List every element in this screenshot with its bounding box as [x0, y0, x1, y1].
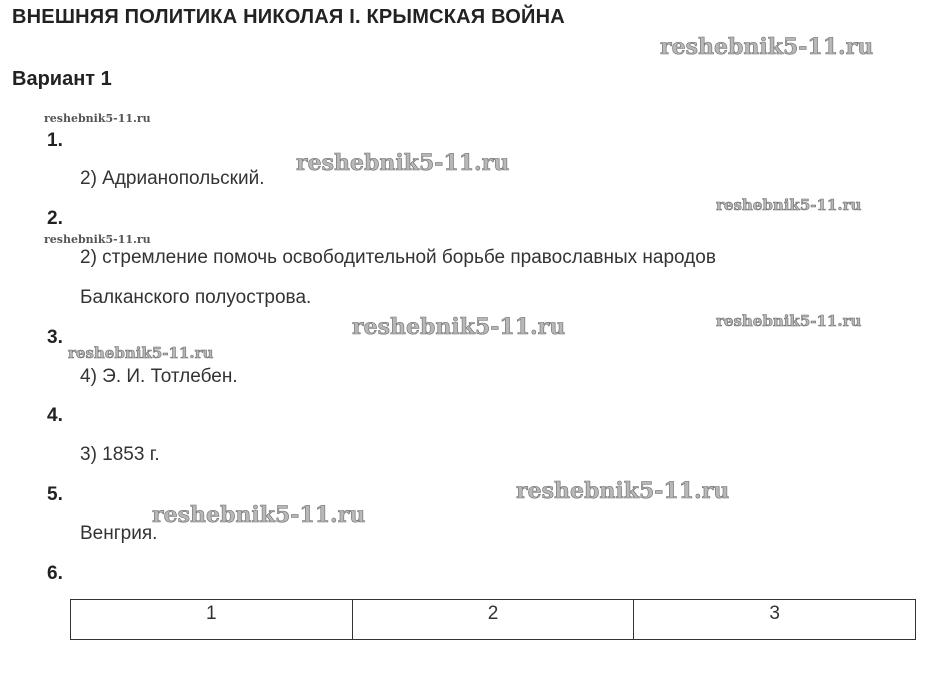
item-number-4: 4.: [47, 405, 63, 426]
table-header-cell-3: 3: [634, 600, 916, 640]
table-header-cell-2: 2: [352, 600, 634, 640]
item-number-3: 3.: [47, 327, 63, 348]
watermark: reshebnik5-11.ru: [352, 314, 566, 340]
item-answer-1: 2) Адрианопольский.: [80, 168, 265, 189]
item-number-1: 1.: [47, 130, 63, 151]
watermark: reshebnik5-11.ru: [152, 502, 366, 528]
watermark: reshebnik5-11.ru: [44, 112, 151, 125]
item-answer-4: 3) 1853 г.: [80, 444, 160, 465]
watermark: reshebnik5-11.ru: [660, 34, 874, 60]
item-answer-2-line-2: Балканского полуострова.: [80, 287, 312, 308]
watermark: reshebnik5-11.ru: [296, 150, 510, 176]
watermark: reshebnik5-11.ru: [44, 233, 151, 246]
answer-table: [70, 599, 916, 640]
watermark: reshebnik5-11.ru: [68, 344, 214, 362]
table-header-cell-1: 1: [71, 600, 353, 640]
item-number-5: 5.: [47, 484, 63, 505]
variant-heading: Вариант 1: [12, 68, 112, 90]
watermark: reshebnik5-11.ru: [716, 312, 862, 330]
item-number-6: 6.: [47, 563, 63, 584]
watermark: reshebnik5-11.ru: [716, 196, 862, 214]
item-answer-2-line-1: 2) стремление помочь освободительной борьбе православных народов: [80, 247, 716, 268]
table-header-row: [71, 600, 916, 640]
item-number-2: 2.: [47, 208, 63, 229]
watermark: reshebnik5-11.ru: [516, 478, 730, 504]
item-answer-5: Венгрия.: [80, 523, 158, 544]
page-title: ВНЕШНЯЯ ПОЛИТИКА НИКОЛАЯ I. КРЫМСКАЯ ВОЙНА: [12, 6, 565, 28]
item-answer-3: 4) Э. И. Тотлебен.: [80, 366, 238, 387]
